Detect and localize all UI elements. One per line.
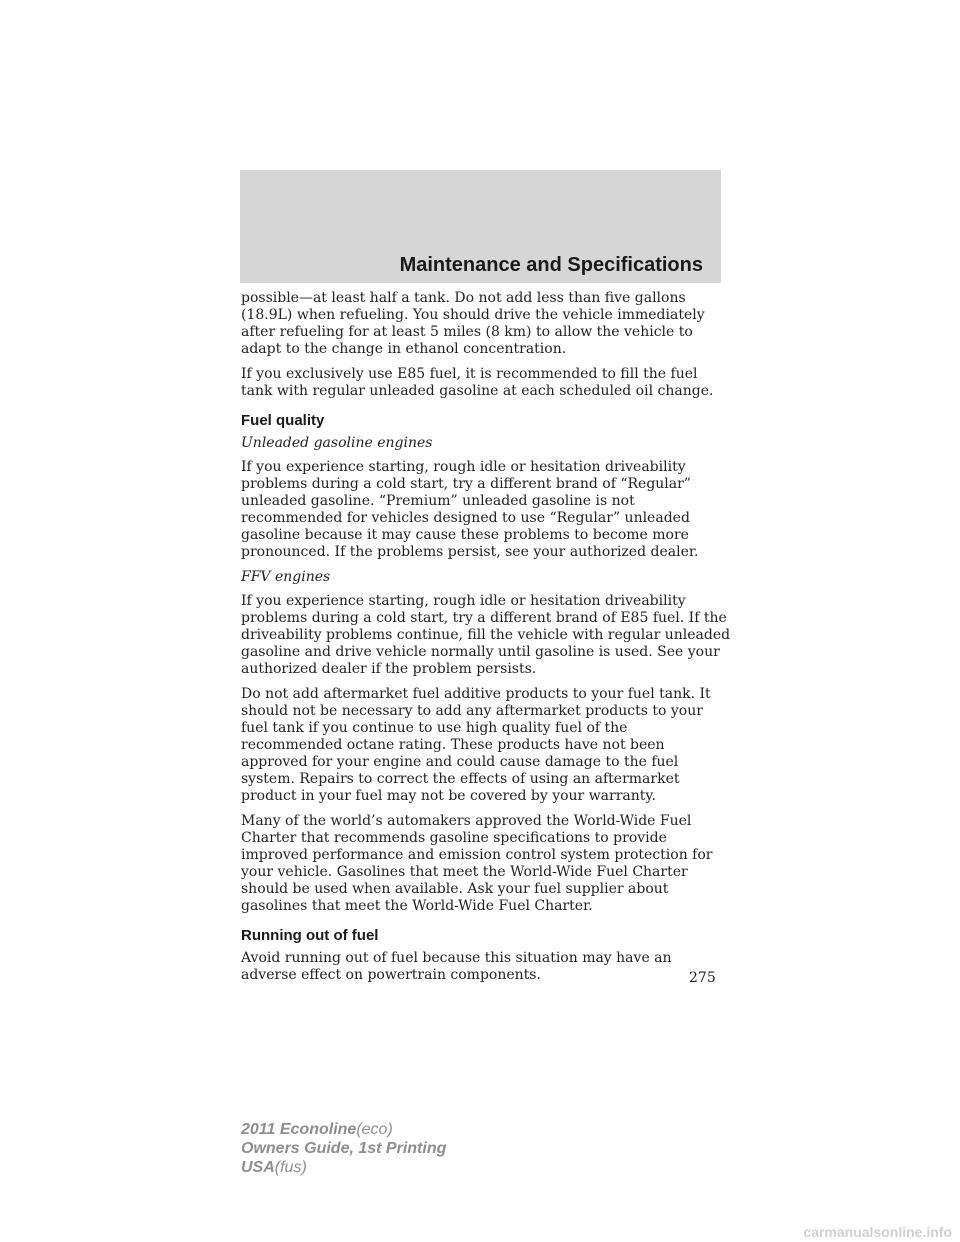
- ffv-subheading: FFV engines: [241, 569, 331, 585]
- footer-market-code: (fus): [274, 1159, 307, 1176]
- print-footer: [241, 1120, 446, 1177]
- ffv-paragraph: If you experience starting, rough idle or hesitation driveability problems during a cold start, try a different brand of E85 fuel. If the driveability problems continue, fill the vehicle with regular unleaded gasoline and drive vehicle normally until gasoline is used. See your authorized dealer if the problem persists.: [241, 593, 731, 677]
- fuel-charter-paragraph: Many of the world’s automakers approved the World-Wide Fuel Charter that recommends gasoline specifications to provide improved performance and emission control system protection for your vehicle. Gasolines that meet the World-Wide Fuel Charter should be used when available. Ask your fuel supplier about gasolines that meet the World-Wide Fuel Charter.: [241, 813, 713, 914]
- page-content: [241, 290, 731, 992]
- unleaded-paragraph: If you experience starting, rough idle or hesitation driveability problems during a cold start, try a different brand of “Regular” unleaded gasoline. “Premium” unleaded gasoline is not recommended for vehicles designed to use “Regular” unleaded gasoline because it may cause these problems to become more pronounced. If the problems persist, see your authorized dealer.: [241, 459, 699, 560]
- footer-line-model: [241, 1120, 446, 1139]
- fuel-quality-heading: Fuel quality: [241, 412, 325, 429]
- running-out-paragraph: Avoid running out of fuel because this situation may have an adverse effect on powertrain components.: [241, 950, 672, 983]
- unleaded-subheading: Unleaded gasoline engines: [241, 435, 433, 451]
- running-out-heading: Running out of fuel: [241, 927, 379, 944]
- footer-market-name: USA: [241, 1159, 275, 1176]
- footer-line-market: [241, 1158, 446, 1177]
- footer-model-name: 2011 Econoline: [241, 1121, 357, 1138]
- intro-paragraph-2: If you exclusively use E85 fuel, it is recommended to fill the fuel tank with regular unleaded gasoline at each scheduled oil change.: [241, 366, 714, 399]
- page-number: 275: [689, 970, 716, 986]
- additives-paragraph: Do not add aftermarket fuel additive products to your fuel tank. It should not be necessary to add any aftermarket products to your fuel tank if you continue to use high quality fuel of the recommended octane rating. These products have not been approved for your engine and could cause damage to the fuel system. Repairs to correct the effects of using an aftermarket product in your fuel may not be covered by your warranty.: [241, 686, 711, 804]
- footer-printing: Owners Guide, 1st Printing: [241, 1140, 447, 1157]
- section-header-band: [240, 170, 721, 283]
- intro-paragraph-1: possible—at least half a tank. Do not add less than five gallons (18.9L) when refueling. You should drive the vehicle immediately after refueling for at least 5 miles (8 km) to allow the vehicle to adapt to the change in ethanol concentration.: [241, 290, 705, 357]
- site-watermark: carmanualsonline.info: [803, 1224, 952, 1240]
- section-title: Maintenance and Specifications: [399, 254, 703, 276]
- footer-model-code: (eco): [356, 1121, 393, 1138]
